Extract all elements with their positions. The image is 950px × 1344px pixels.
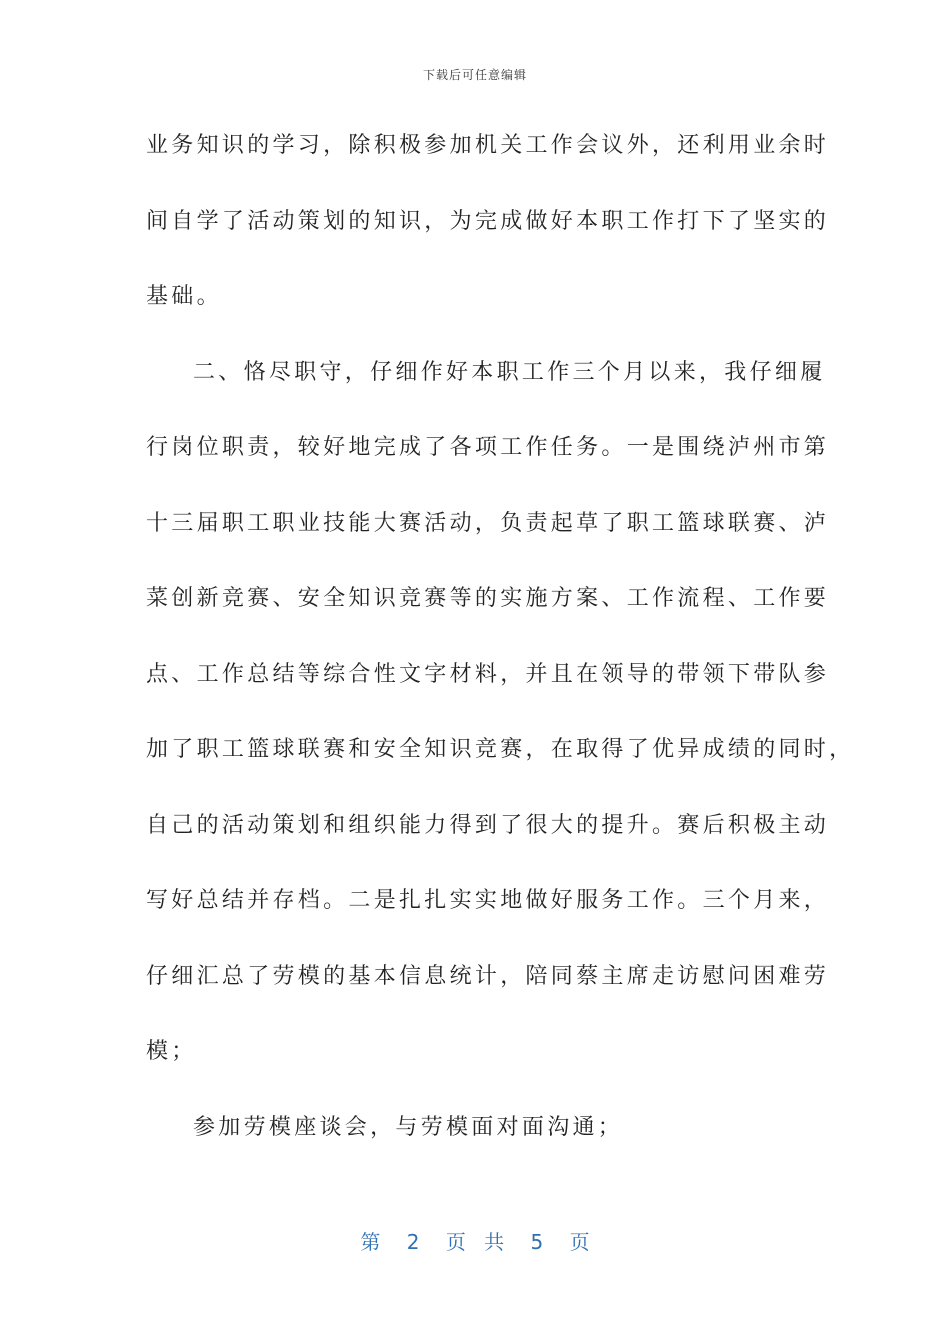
footer-gong: 共: [484, 1230, 505, 1254]
body-line: 十三届职工职业技能大赛活动，负责起草了职工篮球联赛、泸: [146, 510, 830, 536]
header-note: 下载后可任意编辑: [422, 68, 527, 82]
footer-page-total: 5: [530, 1230, 544, 1254]
body-line: 模；: [146, 1039, 197, 1064]
footer-ye2: 页: [569, 1230, 590, 1254]
document-body: [146, 128, 855, 1185]
page-footer: [0, 1226, 950, 1255]
body-line: 行岗位职责，较好地完成了各项工作任务。一是围绕泸州市第: [146, 435, 830, 460]
body-line: 基础。: [146, 284, 222, 309]
footer-di: 第: [360, 1230, 381, 1254]
body-line: 自己的活动策划和组织能力得到了很大的提升。赛后积极主动: [146, 812, 830, 838]
body-line: 加了职工篮球联赛和安全知识竞赛，在取得了优异成绩的同时，: [146, 737, 855, 762]
footer-ye: 页: [445, 1230, 466, 1254]
body-line: 写好总结并存档。二是扎扎实实地做好服务工作。三个月来，: [146, 888, 830, 913]
body-line: 间自学了活动策划的知识，为完成做好本职工作打下了坚实的: [146, 208, 830, 234]
body-line: 业务知识的学习，除积极参加机关工作会议外，还利用业余时: [146, 133, 830, 158]
body-line: 仔细汇总了劳模的基本信息统计，陪同蔡主席走访慰问困难劳: [146, 963, 830, 989]
body-line: 二、恪尽职守，仔细作好本职工作三个月以来，我仔细履: [193, 359, 826, 385]
body-line: 点、工作总结等综合性文字材料，并且在领导的带领下带队参: [146, 661, 830, 687]
body-line: 菜创新竞赛、安全知识竞赛等的实施方案、工作流程、工作要: [146, 586, 830, 611]
body-line: 参加劳模座谈会，与劳模面对面沟通；: [193, 1114, 624, 1140]
footer-page-current: 2: [406, 1230, 420, 1254]
